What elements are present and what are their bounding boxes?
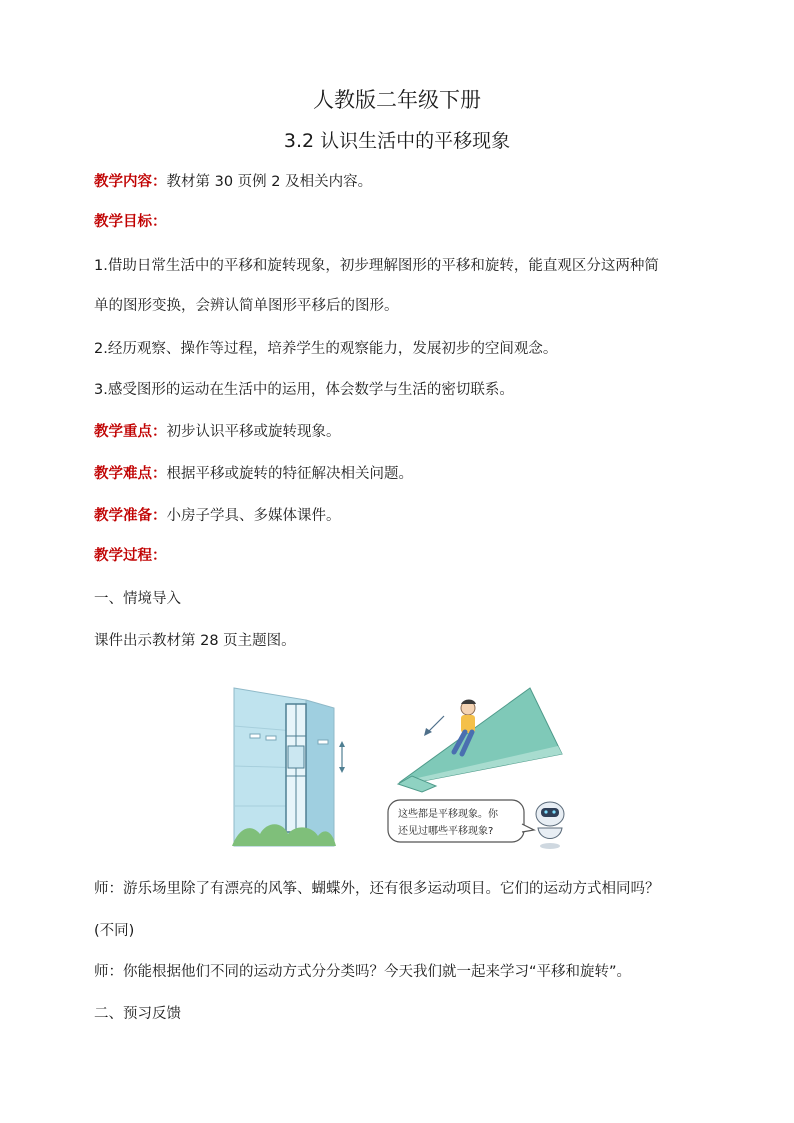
teaching-goals-heading [94, 212, 734, 232]
key-point-text: 初步认识平移或旋转现象。 [166, 424, 341, 440]
teaching-difficulty [94, 464, 734, 484]
teaching-key-point [94, 422, 734, 442]
section-1-heading: 一、情境导入 [94, 591, 181, 607]
bubble-text-1: 这些都是平移现象。你 [398, 809, 498, 820]
process-label: 教学过程： [94, 548, 167, 564]
goal-3: 3.感受图形的运动在生活中的运用，体会数学与生活的密切联系。 [94, 382, 514, 398]
teacher-dialog-answer: (不同) [94, 923, 135, 939]
building-with-elevator [232, 688, 345, 846]
section-2-heading: 二、预习反馈 [94, 1006, 181, 1022]
difficulty-text: 根据平移或旋转的特征解决相关问题。 [166, 466, 413, 482]
section-1-intro: 课件出示教材第 28 页主题图。 [94, 633, 296, 649]
teaching-process-heading [94, 546, 734, 566]
teaching-content-label: 教学内容： [94, 174, 167, 190]
teaching-content-text: 教材第 30 页例 2 及相关内容。 [166, 174, 373, 190]
teaching-content [94, 172, 734, 192]
teacher-dialog-1: 师：游乐场里除了有漂亮的风筝、蝴蝶外，还有很多运动项目。它们的运动方式相同吗？ [94, 881, 660, 897]
illustration-svg [232, 686, 582, 858]
preparation-text: 小房子学具、多媒体课件。 [166, 508, 341, 524]
document-title: 人教版二年级下册 [313, 88, 481, 112]
goal-1-line-1: 1.借助日常生活中的平移和旋转现象，初步理解图形的平移和旋转，能直观区分这两种简 [94, 258, 659, 274]
teacher-dialog-2: 师：你能根据他们不同的运动方式分分类吗？今天我们就一起来学习“平移和旋转”。 [94, 964, 632, 980]
lesson-title: 3.2 认识生活中的平移现象 [283, 130, 511, 152]
key-point-label: 教学重点： [94, 424, 167, 440]
robot-character [536, 802, 564, 849]
difficulty-label: 教学难点： [94, 466, 167, 482]
speech-bubble [388, 800, 534, 842]
preparation-label: 教学准备： [94, 508, 167, 524]
goal-2: 2.经历观察、操作等过程，培养学生的观察能力，发展初步的空间观念。 [94, 341, 558, 357]
bubble-text-2: 还见过哪些平移现象? [398, 826, 494, 837]
teaching-preparation [94, 506, 734, 526]
goal-1-line-2: 单的图形变换，会辨认简单图形平移后的图形。 [94, 298, 399, 314]
slide-with-child [398, 688, 562, 792]
teaching-goals-label: 教学目标： [94, 214, 167, 230]
textbook-illustration [232, 686, 582, 858]
